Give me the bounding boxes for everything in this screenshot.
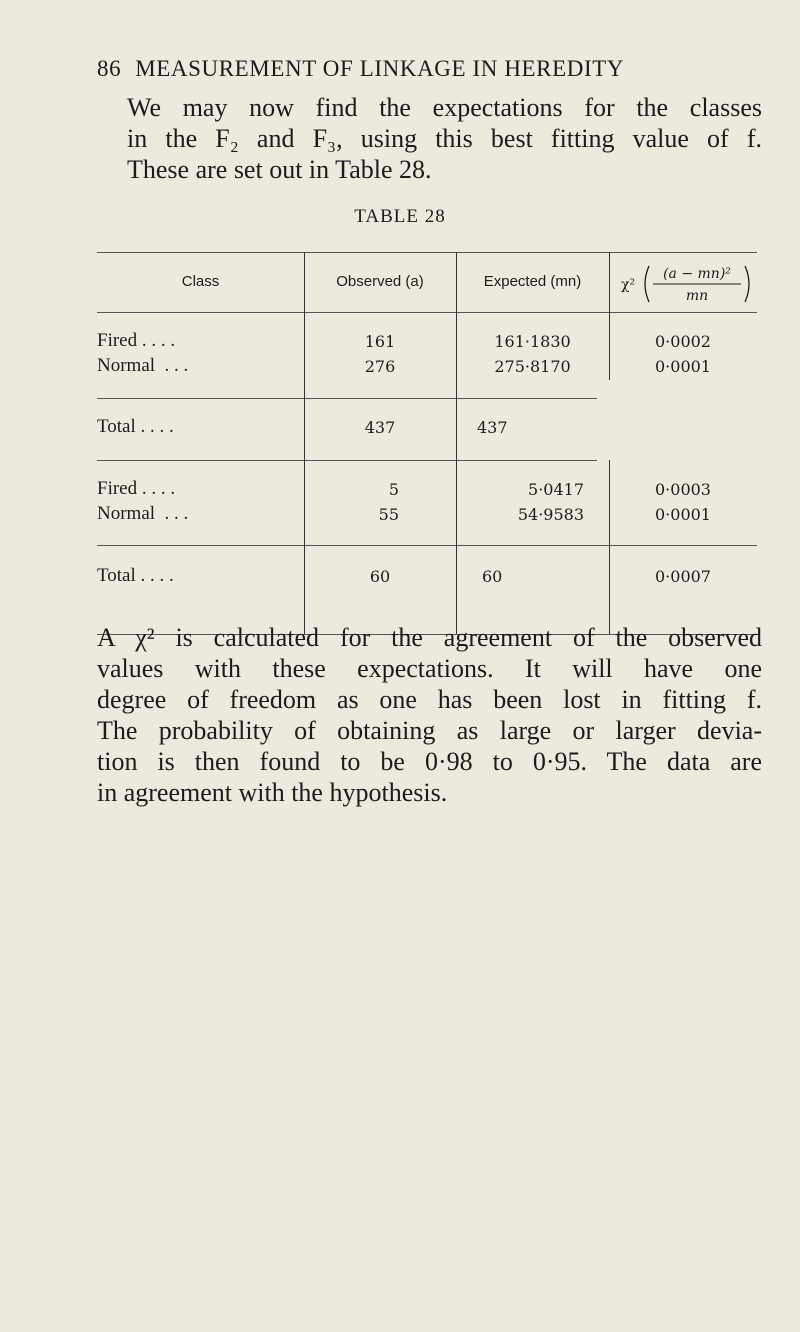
paragraph-line: These are set out in Table 28. — [127, 155, 432, 184]
expected-cell: 275·8170 — [494, 357, 571, 376]
row-label-dots: . . . . — [140, 565, 174, 586]
header-chi-square-formula — [607, 252, 757, 312]
row-label — [97, 330, 297, 352]
page-number: 86 — [97, 56, 122, 81]
row-label-dots: . . . . — [141, 330, 176, 351]
expected-cell: 60 — [482, 567, 503, 586]
row-label-dots: . . . . — [141, 478, 176, 499]
observed-cell: 55 — [378, 505, 399, 524]
chi-cell: 0·0003 — [655, 480, 711, 499]
row-label-text: Total — [97, 416, 136, 437]
expected-cell: 161·1830 — [494, 332, 571, 351]
right-paren — [745, 266, 749, 302]
row-label-text: Normal — [97, 503, 156, 524]
running-title: MEASUREMENT OF LINKAGE IN HEREDITY — [135, 56, 625, 81]
chi-formula-svg — [607, 252, 757, 312]
chi-cell: 0·0007 — [655, 567, 711, 586]
chi-cell: 0·0002 — [655, 332, 711, 351]
left-paren — [645, 266, 649, 302]
row-label-text: Fired — [97, 330, 138, 351]
paragraph-line: in agreement with the hypothesis. — [97, 778, 448, 807]
expected-cell: 437 — [477, 418, 508, 437]
observed-cell: 5 — [388, 480, 399, 499]
expected-cell: 54·9583 — [517, 505, 584, 524]
paragraph-line: tion is then found to be 0·98 to 0·95. The data are — [97, 747, 762, 776]
row-label — [97, 478, 297, 500]
row-label-text: Total — [97, 565, 136, 586]
chi-symbol: χ² — [621, 277, 636, 293]
chi-numerator: (a − mn)² — [663, 266, 731, 282]
row-label-text: Fired — [97, 478, 138, 499]
chi-cell: 0·0001 — [655, 357, 711, 376]
paragraph-line: We may now find the expectations for the classes — [127, 93, 762, 122]
table-rule-header — [97, 312, 757, 313]
header-class: Class — [181, 273, 220, 290]
table-title: TABLE 28 — [354, 206, 446, 227]
paragraph-line: degree of freedom as one has been lost in fitting f. — [97, 685, 762, 714]
running-head — [97, 56, 757, 82]
observed-cell: 437 — [364, 418, 396, 437]
table-rule-row — [97, 398, 597, 399]
chi-cell: 0·0001 — [655, 505, 711, 524]
data-table — [97, 252, 757, 636]
paragraph-line: The probability of obtaining as large or larger devia- — [97, 716, 762, 745]
table-column-rule — [456, 252, 457, 634]
table-rule-row — [97, 545, 757, 546]
row-label-text: Normal — [97, 355, 156, 376]
paragraph-line: in the F₂ and F₃, using this best fitting value of f. — [127, 124, 762, 153]
row-label — [97, 416, 297, 438]
row-label — [97, 565, 297, 587]
paragraph-line: values with these expectations. It will have one — [97, 654, 762, 683]
row-label-dots: . . . — [164, 355, 189, 376]
intro-paragraph — [97, 92, 762, 185]
observed-cell: 276 — [364, 357, 396, 376]
row-label-dots: . . . — [164, 503, 189, 524]
observed-cell: 60 — [369, 567, 391, 586]
expected-cell: 5·0417 — [528, 480, 584, 499]
chi-denominator: mn — [685, 288, 709, 304]
row-label — [97, 503, 297, 525]
row-label — [97, 355, 297, 377]
paragraph-line: A χ² is calculated for the agreement of the observed — [97, 623, 762, 652]
table-rule-row — [97, 460, 597, 461]
observed-cell: 161 — [364, 332, 396, 351]
header-observed: Observed (a) — [336, 273, 424, 290]
conclusion-paragraph — [97, 622, 762, 808]
header-expected: Expected (mn) — [483, 273, 582, 290]
row-label-dots: . . . . — [140, 416, 174, 437]
